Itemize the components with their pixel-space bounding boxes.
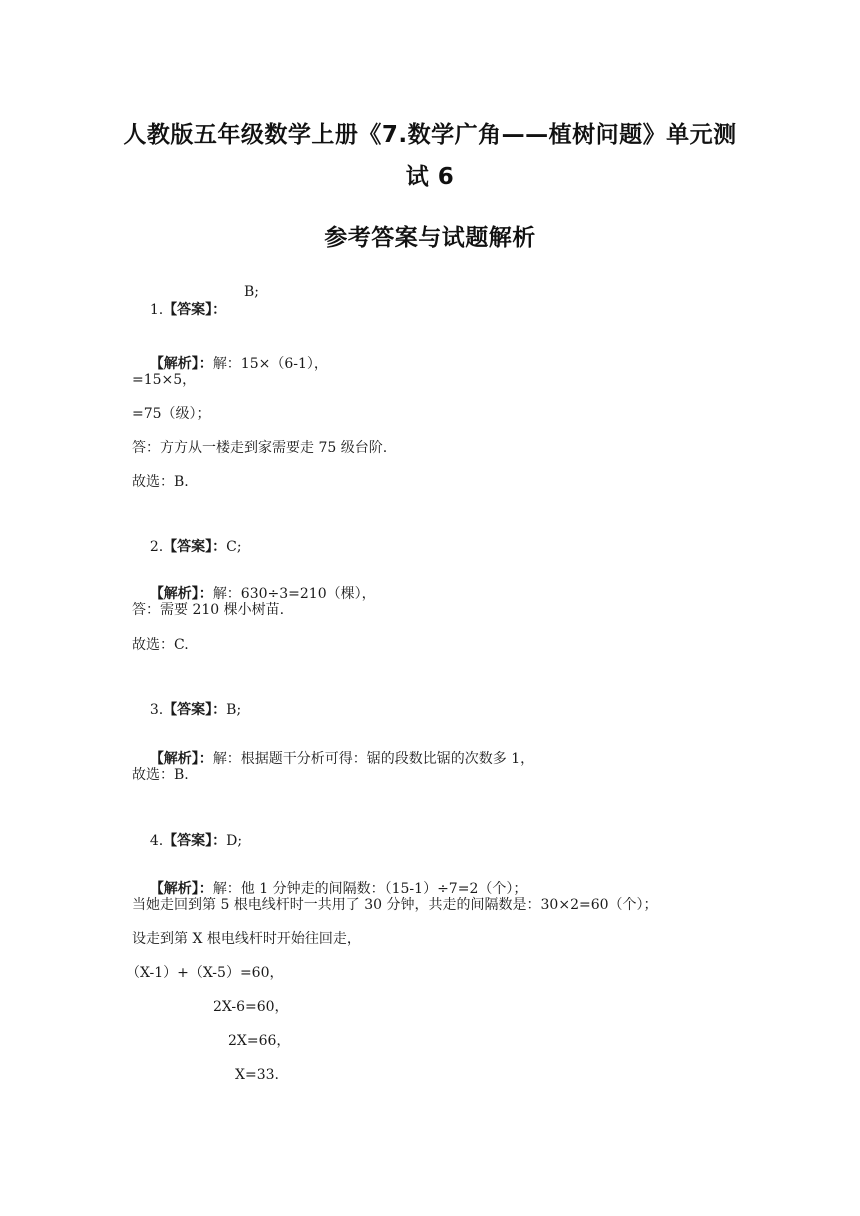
q3-analysis-text: 解：根据题干分析可得：锯的段数比锯的次数多 1， xyxy=(212,751,535,767)
q1-line: 答：方方从一楼走到家需要走 75 级台阶. xyxy=(132,440,388,456)
q4-answer-value: D; xyxy=(226,833,243,849)
q3-number: 3. xyxy=(149,702,164,718)
q4-line: 当她走回到第 5 根电线杆时一共用了 30 分钟，共走的间隔数是：30×2=60（个）； xyxy=(132,897,658,913)
q2-line: 故选：C. xyxy=(132,637,189,653)
q1-answer-value: B; xyxy=(244,284,260,300)
q2-analysis-text: 解：630÷3=210（棵）， xyxy=(212,586,376,602)
document-title-line2: 试 6 xyxy=(405,164,455,190)
q4-equation: 2X=66， xyxy=(228,1033,291,1049)
q2-number: 2. xyxy=(149,539,164,555)
answer-label: 【答案】： xyxy=(163,302,227,318)
analysis-label: 【解析】： xyxy=(149,356,213,372)
q4-line: 设走到第 X 根电线杆时开始往回走， xyxy=(132,931,361,947)
q3-analysis-line xyxy=(132,732,534,786)
q1-answer-line xyxy=(132,283,226,337)
q4-equation: 2X-6=60， xyxy=(213,999,289,1015)
q1-line: 故选：B. xyxy=(132,474,189,490)
q2-answer-value: C; xyxy=(226,539,242,555)
analysis-label: 【解析】： xyxy=(149,586,213,602)
q3-line: 故选：B. xyxy=(132,767,189,783)
q1-line: =75（级）； xyxy=(132,406,211,422)
document-title-line1: 人教版五年级数学上册《7.数学广角——植树问题》单元测 xyxy=(123,122,737,148)
q4-number: 4. xyxy=(149,833,164,849)
q2-answer-line xyxy=(132,520,242,574)
q4-equation: X=33. xyxy=(235,1067,279,1083)
analysis-label: 【解析】： xyxy=(149,751,213,767)
answer-label: 【答案】： xyxy=(163,702,227,718)
answer-label: 【答案】： xyxy=(163,539,227,555)
q2-line: 答：需要 210 棵小树苗. xyxy=(132,602,285,618)
answer-label: 【答案】： xyxy=(163,833,227,849)
analysis-label: 【解析】： xyxy=(149,881,213,897)
q1-analysis-text: 解：15×（6-1）， xyxy=(212,356,328,372)
q3-answer-value: B; xyxy=(226,702,242,718)
q1-number: 1. xyxy=(149,302,164,318)
q4-answer-line xyxy=(132,814,242,868)
q1-line: =15×5， xyxy=(132,372,197,388)
document-subtitle: 参考答案与试题解析 xyxy=(324,225,536,251)
q4-equation: （X-1）+（X-5）=60， xyxy=(126,965,284,981)
q4-analysis-text: 解：他 1 分钟走的间隔数：（15-1）÷7=2（个）； xyxy=(212,881,528,897)
q3-answer-line xyxy=(132,683,241,737)
